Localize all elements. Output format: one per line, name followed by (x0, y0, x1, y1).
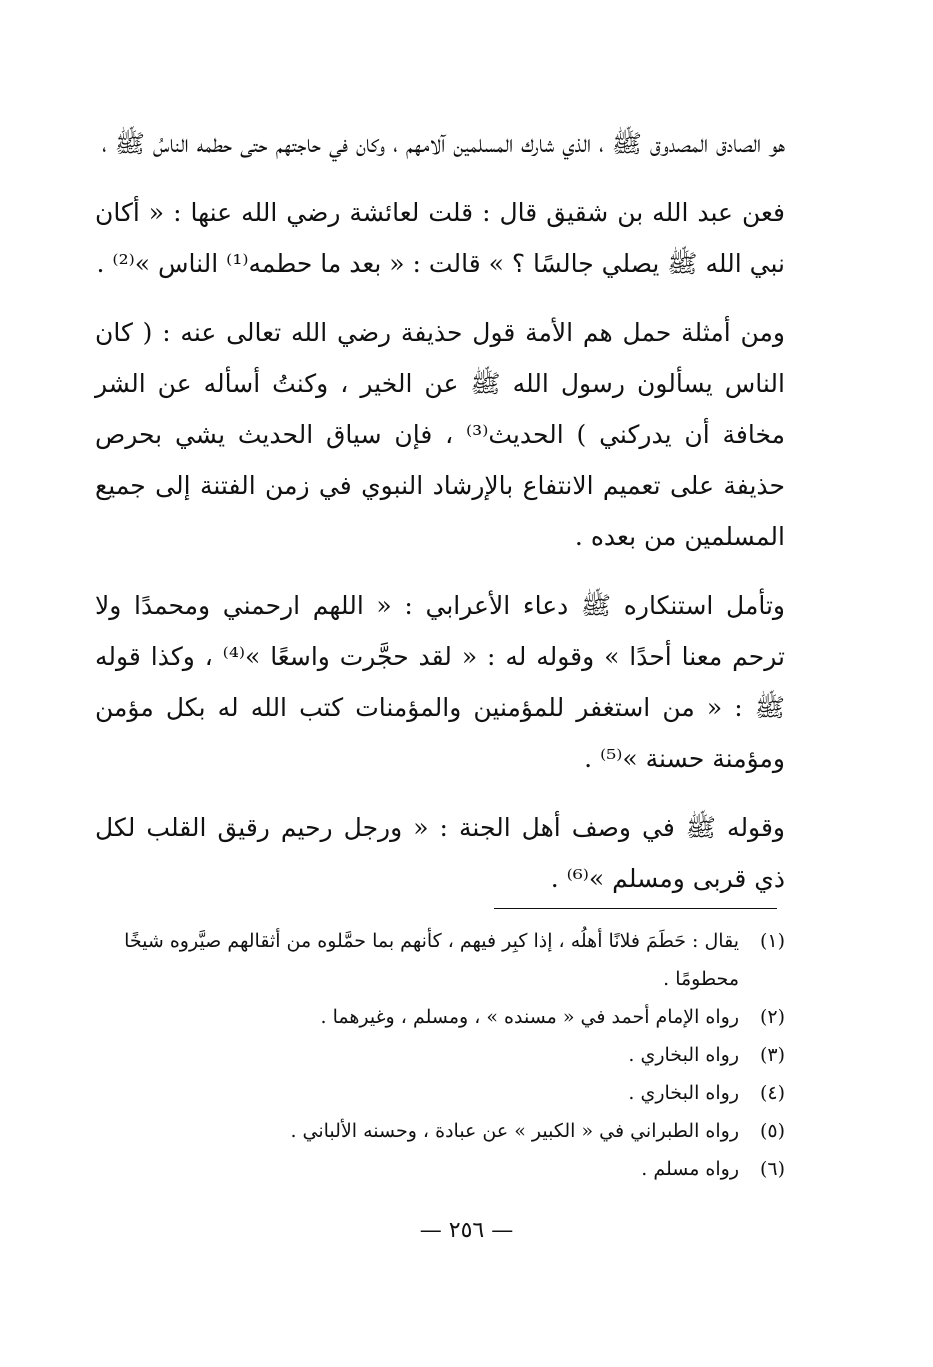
footnote-separator (494, 908, 777, 909)
paragraph-2: فعن عبد الله بن شقيق قال : قلت لعائشة رضي الله عنها : « أكان نبي الله ﷺ يصلي جالسًا ؟ » قالت : « بعد ما حطمه⁽¹⁾ الناس »⁽²⁾ . (95, 198, 785, 278)
main-text (95, 118, 785, 922)
footnote-text: رواه البخاري . (628, 1044, 739, 1066)
footnote-text: رواه الطبراني في « الكبير » عن عبادة ، وحسنه الألباني . (290, 1120, 739, 1142)
footnote-item (95, 1036, 785, 1074)
footnote-text: رواه البخاري . (628, 1082, 739, 1104)
paragraph-3: ومن أمثلة حمل هم الأمة قول حذيفة رضي الله تعالى عنه : ( كان الناس يسألون رسول الله ﷺ عن الخير ، وكنتُ أسأله عن الشر مخافة أن يدركني ) الحديث⁽³⁾ ، فإن سياق الحديث يشي بحرص حذيفة على تعميم الانتفاع بالإرشاد النبوي في زمن الفتنة إلى جميع المسلمين من بعده . (95, 318, 785, 551)
footnotes (95, 922, 785, 1188)
footnote-number: (٣) (759, 1044, 785, 1066)
footnote-item (95, 1112, 785, 1150)
footnote-item (95, 998, 785, 1036)
footnote-number: (٦) (759, 1158, 785, 1180)
paragraph-5: وقوله ﷺ في وصف أهل الجنة : « ورجل رحيم رقيق القلب لكل ذي قربى ومسلم »⁽⁶⁾ . (95, 813, 785, 893)
paragraph-1: هو الصادق المصدوق ﷺ ، الذي شارك المسلمين آلامهم ، وكان في حاجتهم حتى حطمه الناسُ ﷺ ، (102, 129, 785, 158)
footnote-text: يقال : حَطَمَ فلانًا أهلُه ، إذا كبِر فيهم ، كأنهم بما حمَّلوه من أثقالهم صيَّروه شيخًا محطومًا . (124, 930, 739, 990)
footnote-number: (٤) (759, 1082, 785, 1104)
footnote-number: (٥) (759, 1120, 785, 1142)
footnote-item (95, 1074, 785, 1112)
paragraph-4: وتأمل استنكاره ﷺ دعاء الأعرابي : « اللهم ارحمني ومحمدًا ولا ترحم معنا أحدًا » وقوله له : « لقد حجَّرت واسعًا »⁽⁴⁾ ، وكذا قوله ﷺ : « من استغفر للمؤمنين والمؤمنات كتب الله له بكل مؤمن ومؤمنة حسنة »⁽⁵⁾ . (95, 591, 785, 773)
footnote-item (95, 1150, 785, 1188)
page-number: — ٢٥٦ — (419, 1218, 514, 1243)
footnote-number: (١) (759, 930, 785, 952)
footnote-item (95, 922, 785, 998)
footnote-number: (٢) (759, 1006, 785, 1028)
footnote-text: رواه الإمام أحمد في « مسنده » ، ومسلم ، وغيرهما . (320, 1006, 739, 1028)
footnote-text: رواه مسلم . (641, 1158, 739, 1180)
